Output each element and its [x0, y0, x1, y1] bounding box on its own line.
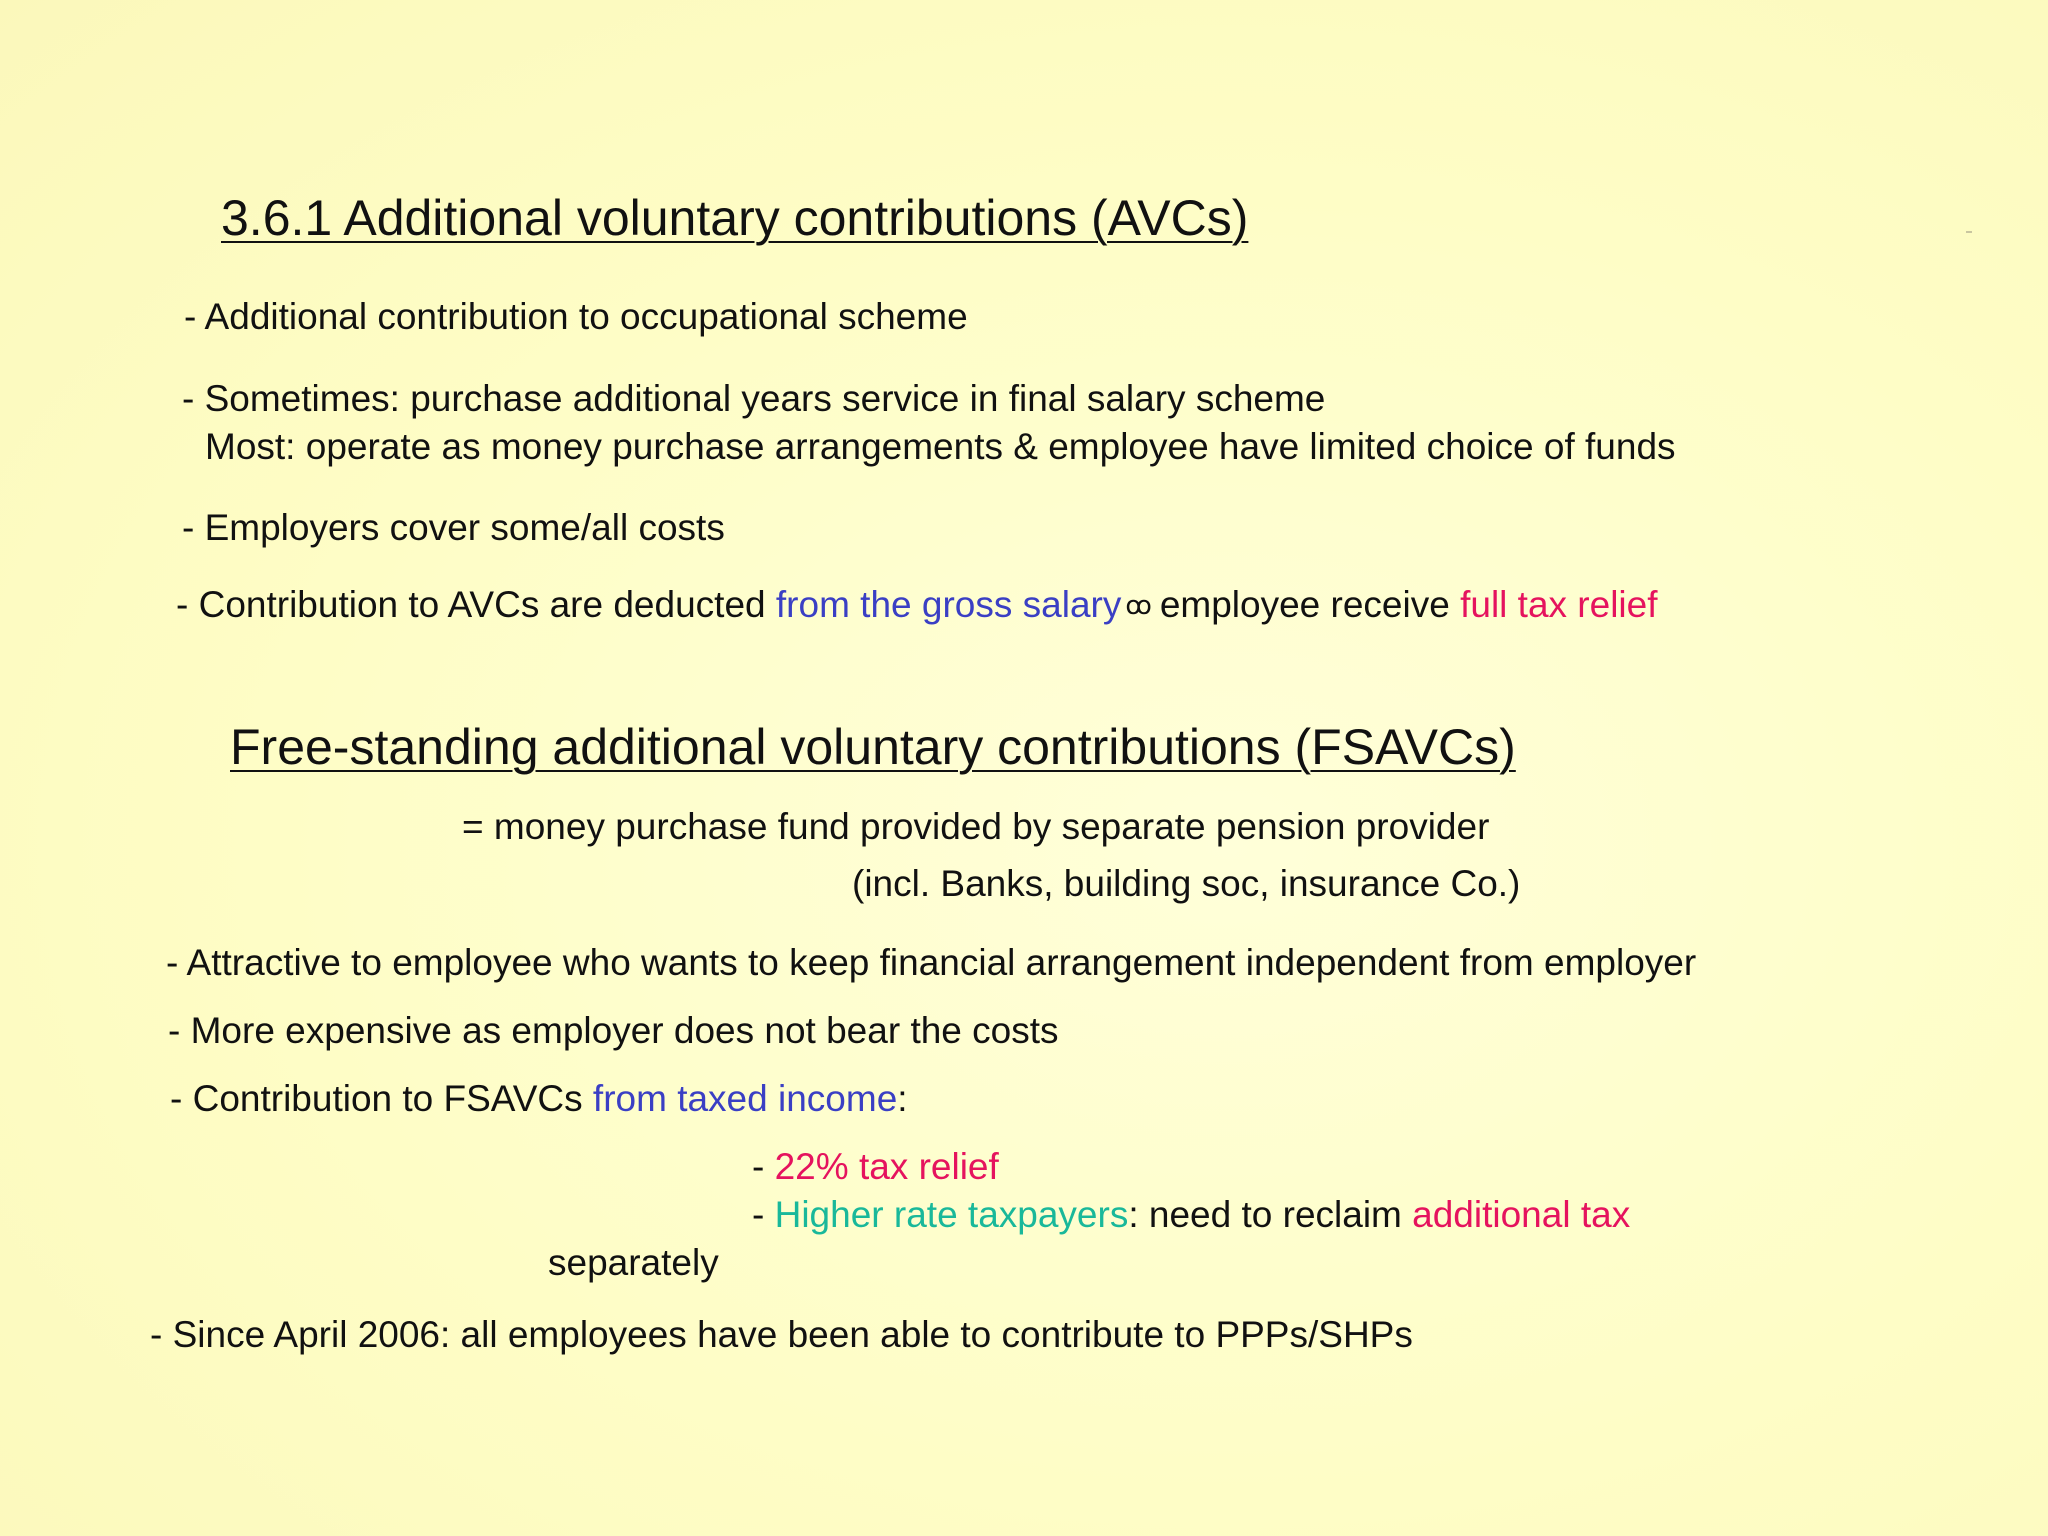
- higher-rate-highlight: Higher rate taxpayers: [774, 1194, 1129, 1235]
- bullet-sometimes: - Sometimes: purchase additional years service in final salary scheme: [182, 378, 1326, 419]
- colon-text: :: [897, 1078, 908, 1119]
- bullet-more-expensive: - More expensive as employer does not bear the costs: [168, 1010, 1059, 1051]
- full-tax-relief-highlight: full tax relief: [1460, 584, 1658, 625]
- bullet-fsavc-taxed-income: [170, 1080, 908, 1117]
- tax-relief-22-highlight: 22% tax relief: [774, 1146, 999, 1187]
- decorative-mark: [1966, 231, 1972, 233]
- definition-line-2: (incl. Banks, building soc, insurance Co.): [852, 863, 1521, 904]
- bullet-most: Most: operate as money purchase arrangements & employee have limited choice of funds: [205, 426, 1676, 467]
- bullet-additional-contribution: - Additional contribution to occupational scheme: [184, 296, 968, 337]
- section-heading-fsavcs: Free-standing additional voluntary contributions (FSAVCs): [230, 719, 1516, 775]
- definition-line-1: = money purchase fund provided by separate pension provider: [462, 806, 1490, 847]
- therefore-symbol-icon: ꝏ: [1125, 590, 1152, 620]
- section-heading-avcs: 3.6.1 Additional voluntary contributions (AVCs): [221, 190, 1249, 246]
- sub-bullet-tax-relief: [752, 1148, 999, 1185]
- bullet-employers-cover: - Employers cover some/all costs: [182, 507, 725, 548]
- taxed-income-highlight: from taxed income: [592, 1078, 898, 1119]
- employee-receive-text: employee receive: [1159, 584, 1461, 625]
- sub-bullet-separately: separately: [548, 1242, 719, 1283]
- reclaim-text: : need to reclaim: [1128, 1194, 1413, 1235]
- sub-bullet-higher-rate: [752, 1196, 1630, 1233]
- bullet-avc-deducted: [176, 586, 1658, 623]
- bullet-attractive: - Attractive to employee who wants to keep financial arrangement independent from employer: [166, 942, 1697, 983]
- avc-deducted-text: - Contribution to AVCs are deducted: [176, 584, 776, 625]
- dash-text: -: [752, 1194, 775, 1235]
- dash-text: -: [752, 1146, 775, 1187]
- gross-salary-highlight: from the gross salary: [775, 584, 1122, 625]
- additional-tax-highlight: additional tax: [1412, 1194, 1631, 1235]
- fsavc-contribution-text: - Contribution to FSAVCs: [170, 1078, 593, 1119]
- bullet-since-april-2006: - Since April 2006: all employees have been able to contribute to PPPs/SHPs: [150, 1314, 1413, 1355]
